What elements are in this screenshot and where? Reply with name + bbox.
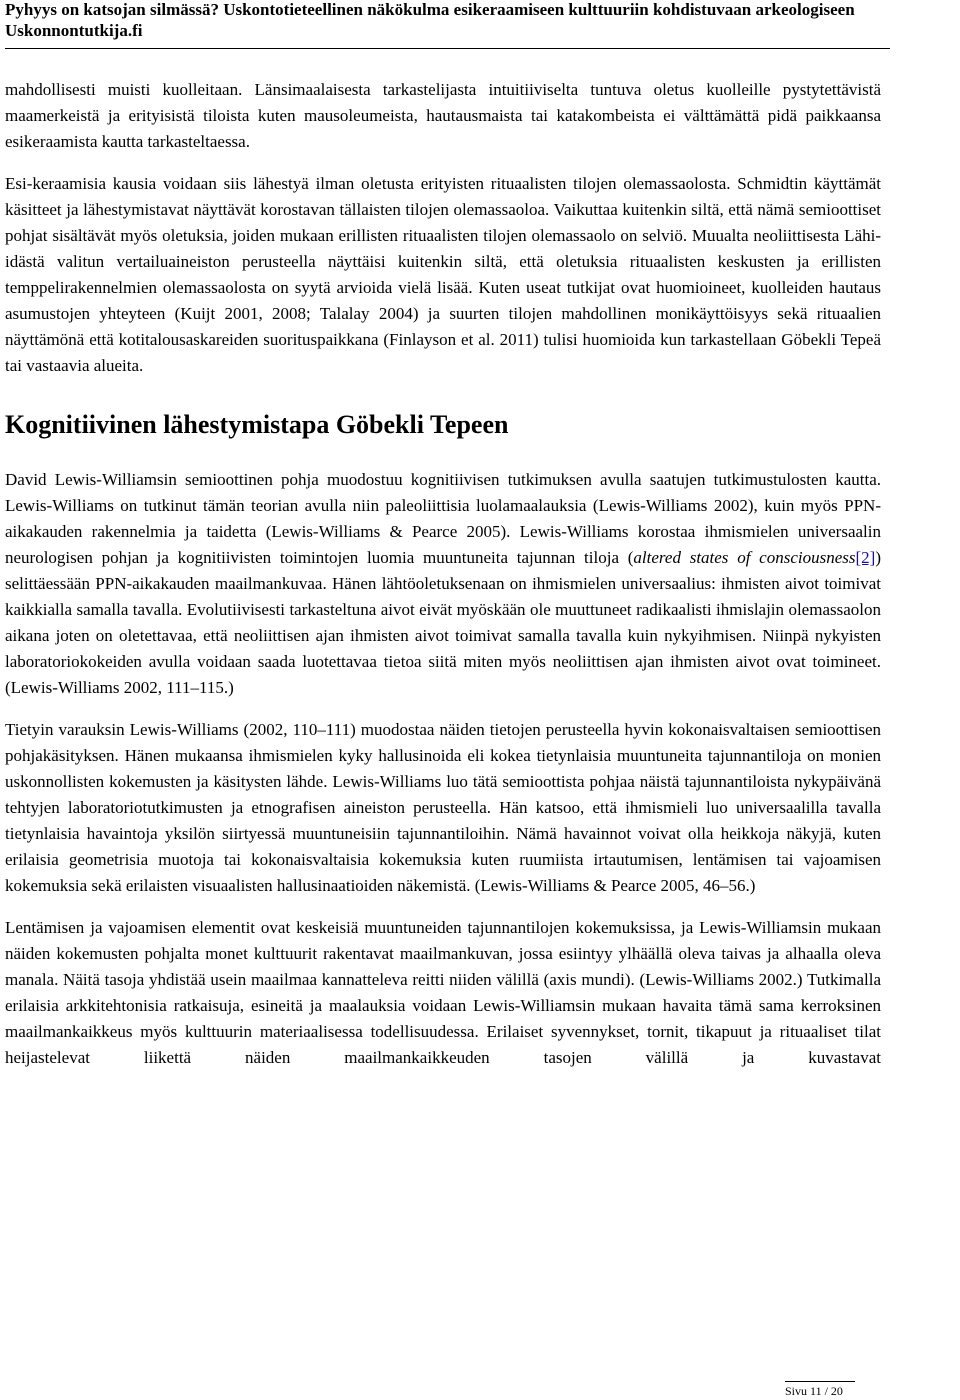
paragraph-5: Lentämisen ja vajoamisen elementit ovat keskeisiä muuntuneiden tajunnantilojen kokemuksissa, ja Lewis-Williamsin mukaan näiden kokemusten pohjalta monet kulttuurit rakentavat maailmankuvan, jossa esiintyy ylhäällä oleva taivas ja alhaalla oleva manala. Näitä tasoja yhdistää usein maailmaa kannatteleva reitti niiden välillä (axis mundi). (Lewis-Williams 2002.) Tutkimalla erilaisia arkkitehtonisia ratkaisuja, esineitä ja maalauksia voidaan Lewis-Williamsin mukaan havaita tämä sama kerroksinen maailmankaikkeus myös kulttuurin materiaalisessa todellisuudessa. Erilaiset syvennykset, tornit, tikapuut ja rituaaliset tilat heijastelevat liikettä näiden maailmankaikkeuden tasojen välillä ja kuvastavat	[5, 918, 881, 1067]
header-divider	[5, 48, 890, 49]
paragraph-3-text-a: David Lewis-Williamsin semioottinen pohja muodostuu kognitiivisen tutkimuksen avulla saatujen tutkimustulosten kautta. Lewis-Williams on tutkinut tämän teorian avulla niin paleoliittisia luolamaalauksia (Lewis-Williams 2002), kuin myös PPN-aikakauden rakennelmia ja taidetta (Lewis-Williams & Pearce 2005). Lewis-Williams korostaa ihmismielen universaalin neurologisen pohjan ja kognitiivisten toimintojen luomia muuntuneita tajunnan tiloja (	[5, 470, 881, 567]
document-title: Pyhyys on katsojan silmässä? Uskontotieteellinen näkökulma esikeraamiseen kulttuuriin kohdistuvaan arkeologiseen	[5, 0, 855, 19]
paragraph-1: mahdollisesti muisti kuolleitaan. Länsimaalaisesta tarkastelijasta intuitiiviselta tuntuva oletus kuolleille pystytettävistä maamerkeistä ja erityisistä tiloista kuten mausoleumeista, hautausmaista tai katakombeista ei välttämättä pidä paikkaansa esikeraamista kautta tarkasteltaessa.	[5, 80, 881, 151]
footnote-link[interactable]: [2]	[855, 548, 876, 567]
paragraph-3	[5, 467, 881, 701]
paragraph-2: Esi-keraamisia kausia voidaan siis lähestyä ilman oletusta erityisten rituaalisten tilojen olemassaolosta. Schmidtin käyttämät käsitteet ja lähestymistavat näyttävät korostavan tällaisten tilojen olemassaoloa. Vaikuttaa kuitenkin siltä, että nämä semioottiset pohjat sisältävät myös oletuksia, joiden mukaan erillisten rituaalisten tilojen olemassaolo on selviö. Muualta neoliittisesta Lähi-idästä valitun vertailuaineiston perusteella näyttäisi kuitenkin siltä, että oletuksia rituaalisten keskusten ja erillisten temppelirakennelmien olemassaolosta on syytä arvioida vielä lisää. Kuten useat tutkijat ovat huomioineet, kuolleiden hautaus asumustojen yhteyteen (Kuijt 2001, 2008; Talalay 2004) ja suurten tilojen mahdollinen monikäyttöisyys sekä rituaalien näyttämönä että kotitalousaskareiden suorituspaikkana (Finlayson et al. 2011) tulisi huomioida kun tarkastellaan Göbekli Tepeä tai vastaavia alueita.	[5, 174, 881, 375]
section-heading: Kognitiivinen lähestymistapa Göbekli Tepeen	[5, 410, 509, 439]
italic-term: altered states of consciousness	[633, 548, 856, 567]
page-number: Sivu 11 / 20	[785, 1384, 843, 1398]
site-name: Uskonnontutkija.fi	[5, 21, 143, 40]
document-body	[5, 77, 881, 1087]
document-header	[5, 0, 955, 41]
paragraph-3-text-b: ) selittäessään PPN-aikakauden maailmankuvaa. Hänen lähtöoletuksenaan on ihmismielen universaalius: ihmisten aivot toimivat kaikkialla samalla tavalla. Evolutiivisesti tarkasteltuna aivot eivät myöskään ole muuttuneet radikaalisti ihmislajin olemassaolon aikana joten on oletettavaa, että neoliittisen ajan ihmisten aivot toimivat samalla tavalla kuin nykyihmisen. Niinpä nykyisten laboratoriokokeiden avulla voidaan saada luotettavaa tietoa siitä miten myös neoliittisen ajan ihmisten aivot ovat toimineet. (Lewis-Williams 2002, 111–115.)	[5, 548, 881, 697]
paragraph-4: Tietyin varauksin Lewis-Williams (2002, 110–111) muodostaa näiden tietojen perusteella hyvin kokonaisvaltaisen semioottisen pohjakäsityksen. Hänen mukaansa ihmismielen kyky hallusinoida eli kokea tietynlaisia muuntuneita tajunnantiloja on monien uskonnollisten kokemusten ja käsitysten lähde. Lewis-Williams luo tätä semioottista pohjaa näistä tajunnantiloista nykypäivänä tehtyjen laboratoriotutkimusten ja etnografisen aineiston perusteella. Hän katsoo, että ihmismieli luo universaalilla tavalla tietynlaisia havaintoja yksilön siirtyessä muuntuneisiin tajunnantiloihin. Nämä havainnot voivat olla heikkoja näkyjä, kuten erilaisia geometrisia muotoja tai kokonaisvaltaisia kokemuksia kuten ruumiista irtautumisen, lentämisen tai vajoamisen kokemuksia sekä erilaisten visuaalisten hallusinaatioiden näkemistä. (Lewis-Williams & Pearce 2005, 46–56.)	[5, 720, 881, 895]
footer-divider	[785, 1381, 855, 1382]
